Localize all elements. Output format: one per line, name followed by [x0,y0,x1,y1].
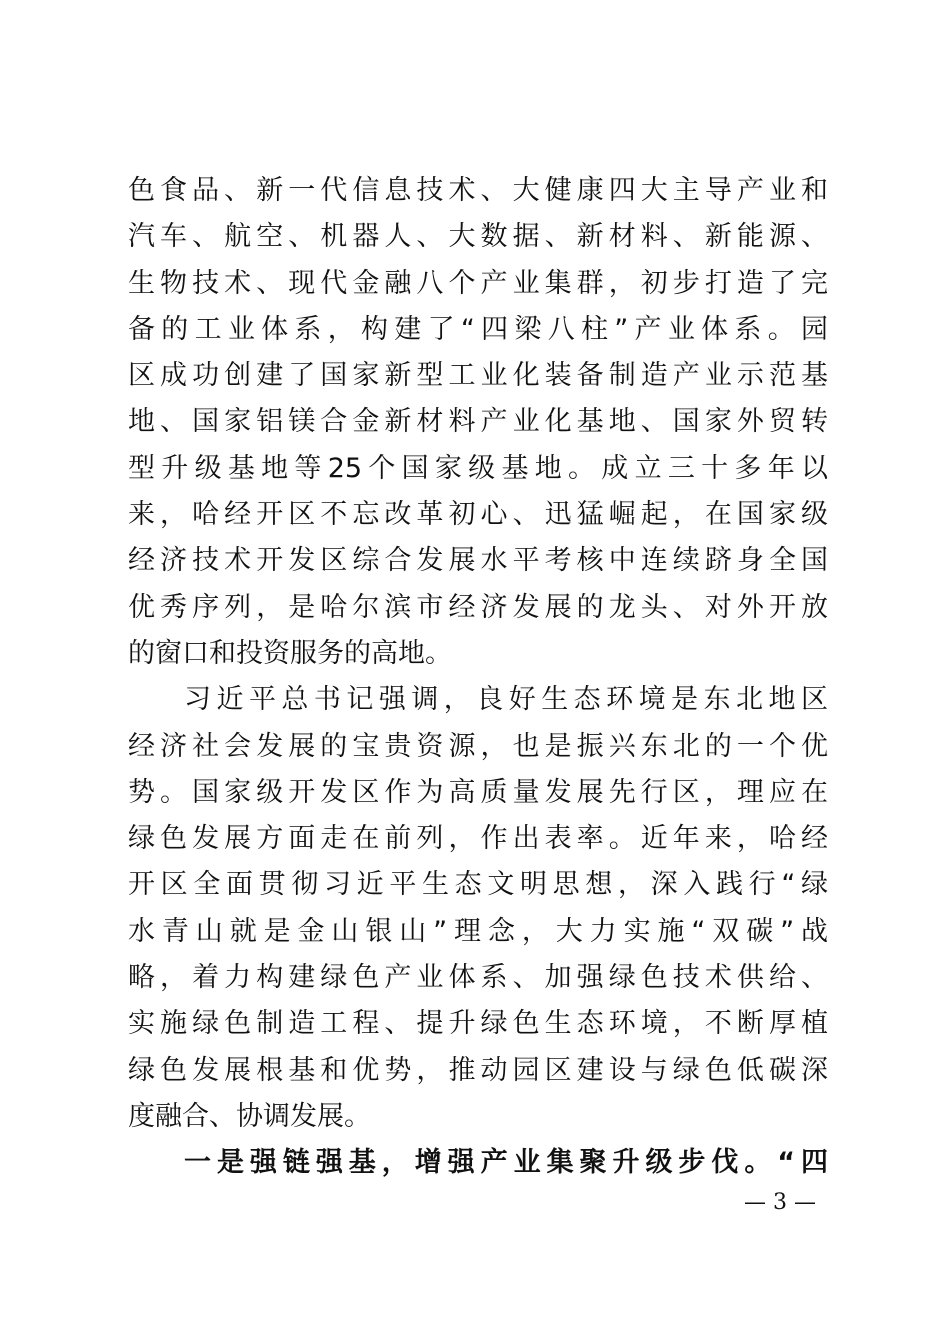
text-line: 经济技术开发区综合发展水平考核中连续跻身全国 [128,545,828,577]
text-line: 水青山就是金山银山”理念，大力实施“双碳”战 [128,915,828,947]
text-line: 经济社会发展的宝贵资源，也是振兴东北的一个优 [128,730,828,762]
text-line: 的窗口和投资服务的高地。 [128,637,452,669]
text-line: 势。国家级开发区作为高质量发展先行区，理应在 [128,776,828,808]
text-line: 来，哈经开区不忘改革初心、迅猛崛起，在国家级 [128,499,828,531]
paragraph-first-line: 习近平总书记强调，良好生态环境是东北地区 [184,684,828,716]
page-number [0,1190,950,1215]
text-line: 区成功创建了国家新型工业化装备制造产业示范基 [128,360,828,392]
text-line: 度融合、协调发展。 [128,1100,371,1132]
text-line: 实施绿色制造工程、提升绿色生态环境，不断厚植 [128,1008,828,1040]
text-line: 开区全面贯彻习近平生态文明思想，深入践行“绿 [128,869,828,901]
text-line: 绿色发展方面走在前列，作出表率。近年来，哈经 [128,823,828,855]
section-heading-line: 一是强链强基，增强产业集聚升级步伐。“四 [184,1147,828,1179]
text-line: 优秀序列，是哈尔滨市经济发展的龙头、对外开放 [128,591,828,623]
text-line: 汽车、航空、机器人、大数据、新材料、新能源、 [128,221,828,253]
text-line: 生物技术、现代金融八个产业集群，初步打造了完 [128,267,828,299]
page-number-text: — 3 — [744,1190,816,1215]
text-line: 型升级基地等25个国家级基地。成立三十多年以 [128,452,828,484]
text-line: 色食品、新一代信息技术、大健康四大主导产业和 [128,175,828,206]
text-line: 备的工业体系，构建了“四梁八柱”产业体系。园 [128,313,828,345]
body-text [128,168,828,1187]
text-line: 地、国家铝镁合金新材料产业化基地、国家外贸转 [128,406,828,438]
text-line: 略，着力构建绿色产业体系、加强绿色技术供给、 [128,962,828,994]
text-line: 绿色发展根基和优势，推动园区建设与绿色低碳深 [128,1054,828,1086]
